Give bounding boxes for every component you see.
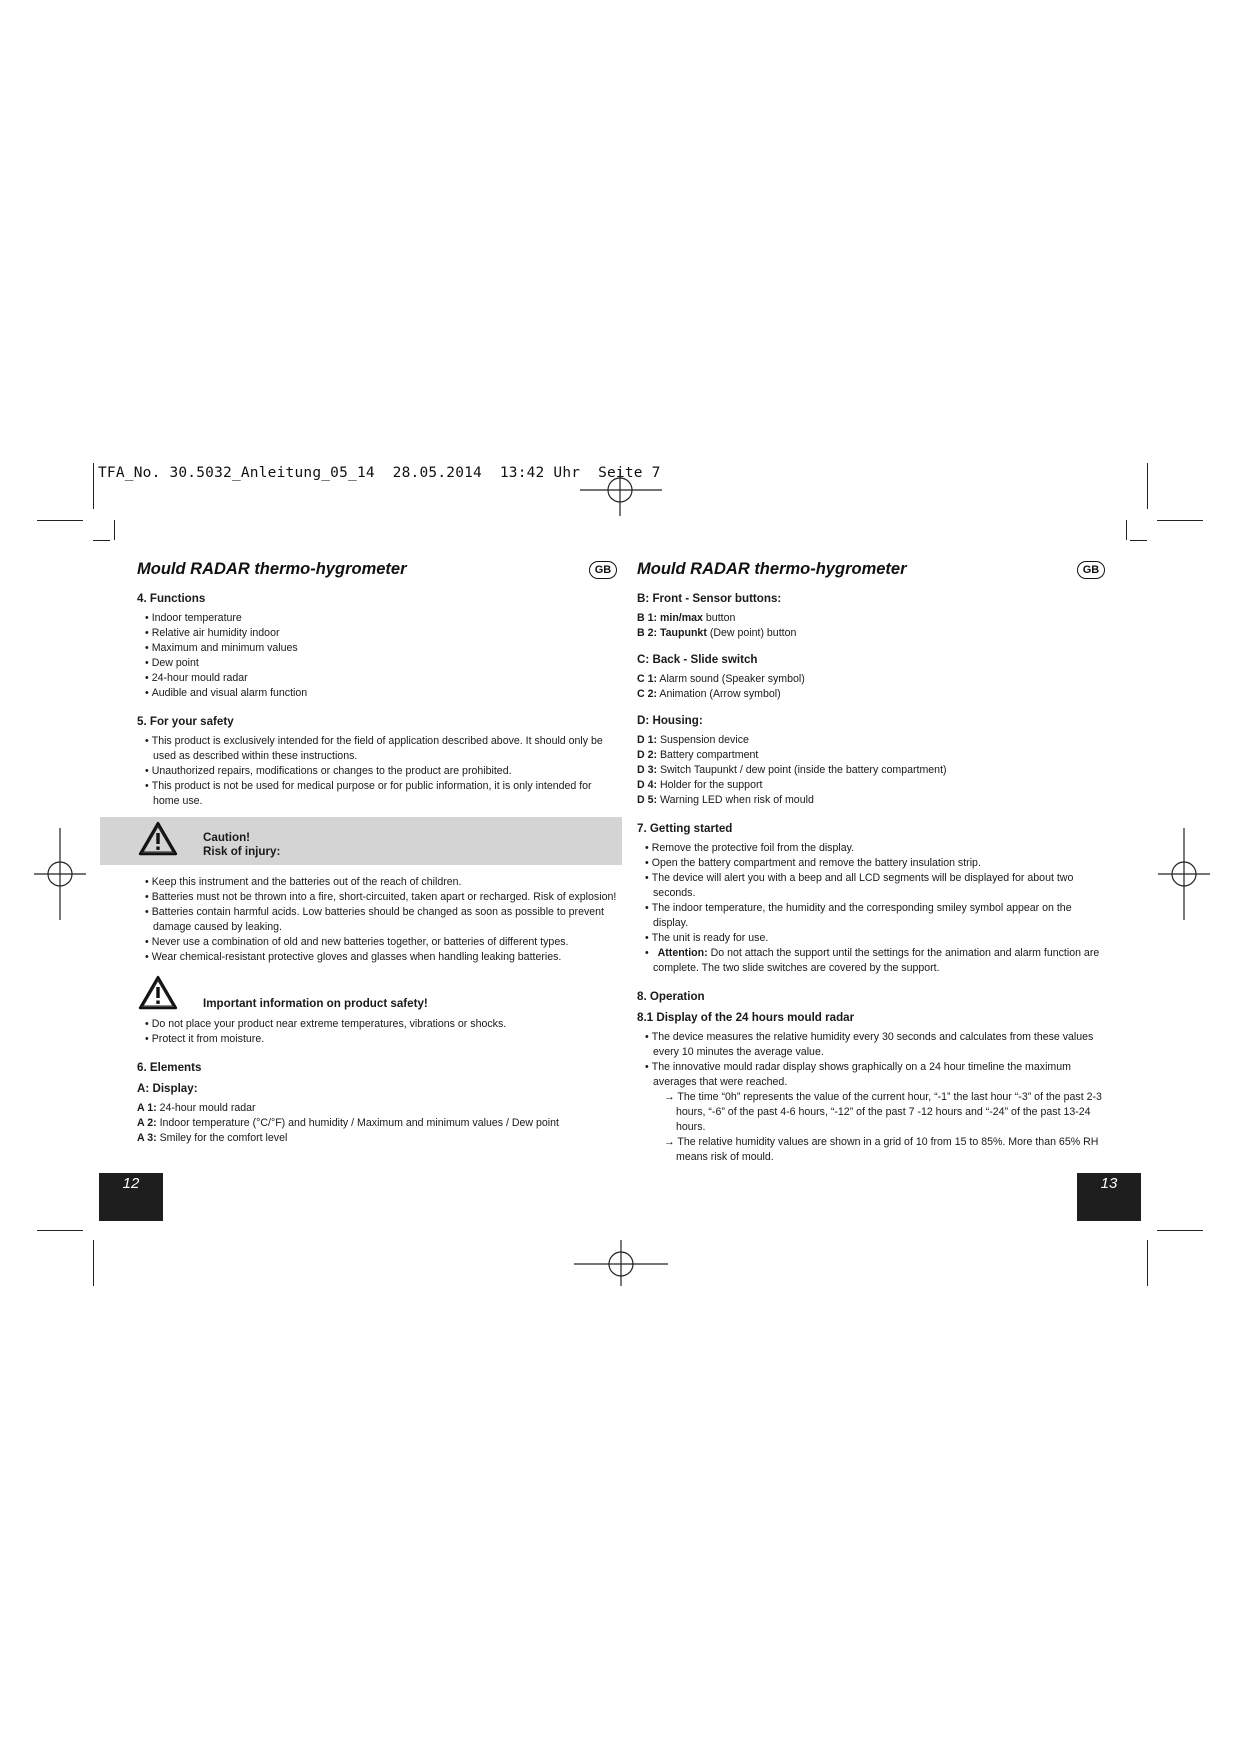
arrow-icon: →: [664, 1091, 675, 1103]
crop-mark: [1130, 540, 1147, 541]
gb-badge: GB: [1077, 561, 1105, 579]
caution-list: [137, 875, 617, 965]
right-page-title: [637, 560, 1105, 584]
caution-banner: [100, 817, 622, 865]
registration-mark: [580, 470, 662, 516]
crop-mark: [93, 463, 94, 509]
operation-arrow-list: [637, 1090, 1105, 1165]
caution-title: Caution!: [203, 831, 251, 844]
warning-icon: [138, 975, 178, 1011]
registration-mark: [34, 828, 86, 920]
functions-list: [137, 611, 617, 701]
gb-badge: GB: [589, 561, 617, 579]
important-list: [137, 1017, 617, 1047]
list-item: • This product is exclusively intended for the field of application described above. It should only be used as described within these instructions.: [145, 735, 603, 762]
caution-subtitle: Risk of injury:: [203, 845, 281, 858]
important-heading: Important information on product safety!: [203, 997, 428, 1010]
housing-heading: D: Housing:: [637, 714, 703, 727]
right-page: [637, 560, 1105, 1165]
left-page: [137, 560, 617, 1146]
list-item: • Batteries contain harmful acids. Low batteries should be changed as soon as possible to prevent damage caused by leaking.: [145, 906, 604, 933]
page-number-right: 13: [1077, 1173, 1141, 1221]
caution-label: [203, 831, 280, 859]
print-header: TFA_No. 30.5032_Anleitung_05_14 28.05.2014 13:42 Uhr Seite 7: [98, 465, 661, 481]
list-item: • The unit is ready for use.: [645, 932, 769, 944]
crop-mark: [37, 520, 83, 521]
page-title: Mould RADAR thermo-hygrometer: [637, 560, 907, 578]
crop-mark: [1126, 520, 1127, 540]
crop-mark: [93, 1240, 94, 1286]
crop-mark: [1147, 1240, 1148, 1286]
crop-mark: [114, 520, 115, 540]
list-item: → The time “0h” represents the value of the current hour, “-1” the last hour “-3” of the past 2-3 hours, “-6” of the past 4-6 hours, “-12” of the past 7 -12 hours and “-24” of the past 13-24 hours.: [664, 1091, 1102, 1133]
back-heading: C: Back - Slide switch: [637, 653, 758, 666]
list-item: • This product is not be used for medical purpose or for public information, it is only intended for home use.: [145, 780, 592, 807]
definition-row: B 1: min/max button: [637, 612, 736, 624]
attention-item: • Attention: Do not attach the support until the settings for the animation and alarm function are complete. The two slide switches are covered by the support.: [645, 947, 1100, 974]
list-item: • Do not place your product near extreme temperatures, vibrations or shocks.: [145, 1018, 507, 1030]
operation-subheading: 8.1 Display of the 24 hours mould radar: [637, 1011, 855, 1024]
list-item: • Wear chemical-resistant protective gloves and glasses when handling leaking batteries.: [145, 951, 562, 963]
list-item: • Keep this instrument and the batteries out of the reach of children.: [145, 876, 462, 888]
operation-list: [637, 1030, 1105, 1090]
getting-started-list: [637, 841, 1105, 976]
crop-mark: [1157, 520, 1203, 521]
getting-started-heading: 7. Getting started: [637, 822, 733, 835]
list-item: • The innovative mould radar display shows graphically on a 24 hour timeline the maximum averages that were reached.: [645, 1061, 1071, 1088]
elements-heading: 6. Elements: [137, 1061, 202, 1074]
list-item: • Batteries must not be thrown into a fire, short-circuited, taken apart or recharged. Risk of explosion!: [145, 891, 617, 903]
operation-heading: 8. Operation: [637, 990, 705, 1003]
safety-list: [137, 734, 617, 809]
definition-row: D 4: Holder for the support: [637, 779, 763, 791]
list-item: • Protect it from moisture.: [145, 1033, 265, 1045]
list-item: • The device measures the relative humidity every 30 seconds and calculates from these values every 10 minutes the average value.: [645, 1031, 1094, 1058]
definition-row: C 1: Alarm sound (Speaker symbol): [637, 673, 805, 685]
page-title: Mould RADAR thermo-hygrometer: [137, 560, 407, 578]
list-item: • Never use a combination of old and new batteries together, or batteries of different types.: [145, 936, 569, 948]
crop-mark: [1157, 1230, 1203, 1231]
list-item: • Maximum and minimum values: [145, 642, 298, 654]
important-notice: [137, 975, 617, 1013]
list-item: • Open the battery compartment and remove the battery insulation strip.: [645, 857, 981, 869]
warning-icon: [138, 821, 178, 857]
definition-row: C 2: Animation (Arrow symbol): [637, 688, 781, 700]
crop-mark: [37, 1230, 83, 1231]
list-item: • 24-hour mould radar: [145, 672, 248, 684]
registration-mark: [1158, 828, 1210, 920]
definition-row: B 2: Taupunkt (Dew point) button: [637, 627, 797, 639]
display-heading: A: Display:: [137, 1082, 198, 1095]
functions-heading: 4. Functions: [137, 592, 206, 605]
list-item: → The relative humidity values are shown in a grid of 10 from 15 to 85%. More than 65% RH means risk of mould.: [664, 1136, 1099, 1163]
registration-mark: [574, 1240, 668, 1286]
list-item: • Indoor temperature: [145, 612, 242, 624]
crop-mark: [93, 540, 110, 541]
page-number-left: 12: [99, 1173, 163, 1221]
arrow-icon: →: [664, 1136, 675, 1148]
definition-row: D 1: Suspension device: [637, 734, 749, 746]
definition-row: A 1: 24-hour mould radar: [137, 1102, 256, 1114]
front-heading: B: Front - Sensor buttons:: [637, 592, 782, 605]
list-item: • The indoor temperature, the humidity and the corresponding smiley symbol appear on the display.: [645, 902, 1072, 929]
definition-row: A 3: Smiley for the comfort level: [137, 1132, 288, 1144]
list-item: • Remove the protective foil from the display.: [645, 842, 855, 854]
list-item: • The device will alert you with a beep and all LCD segments will be displayed for about two seconds.: [645, 872, 1074, 899]
definition-row: A 2: Indoor temperature (°C/°F) and humidity / Maximum and minimum values / Dew point: [137, 1117, 559, 1129]
crop-mark: [1147, 463, 1148, 509]
definition-row: D 5: Warning LED when risk of mould: [637, 794, 814, 806]
list-item: • Relative air humidity indoor: [145, 627, 280, 639]
definition-row: D 3: Switch Taupunkt / dew point (inside the battery compartment): [637, 764, 947, 776]
safety-heading: 5. For your safety: [137, 715, 234, 728]
list-item: • Dew point: [145, 657, 199, 669]
list-item: • Unauthorized repairs, modifications or changes to the product are prohibited.: [145, 765, 512, 777]
list-item: • Audible and visual alarm function: [145, 687, 308, 699]
left-page-title: [137, 560, 617, 584]
definition-row: D 2: Battery compartment: [637, 749, 759, 761]
